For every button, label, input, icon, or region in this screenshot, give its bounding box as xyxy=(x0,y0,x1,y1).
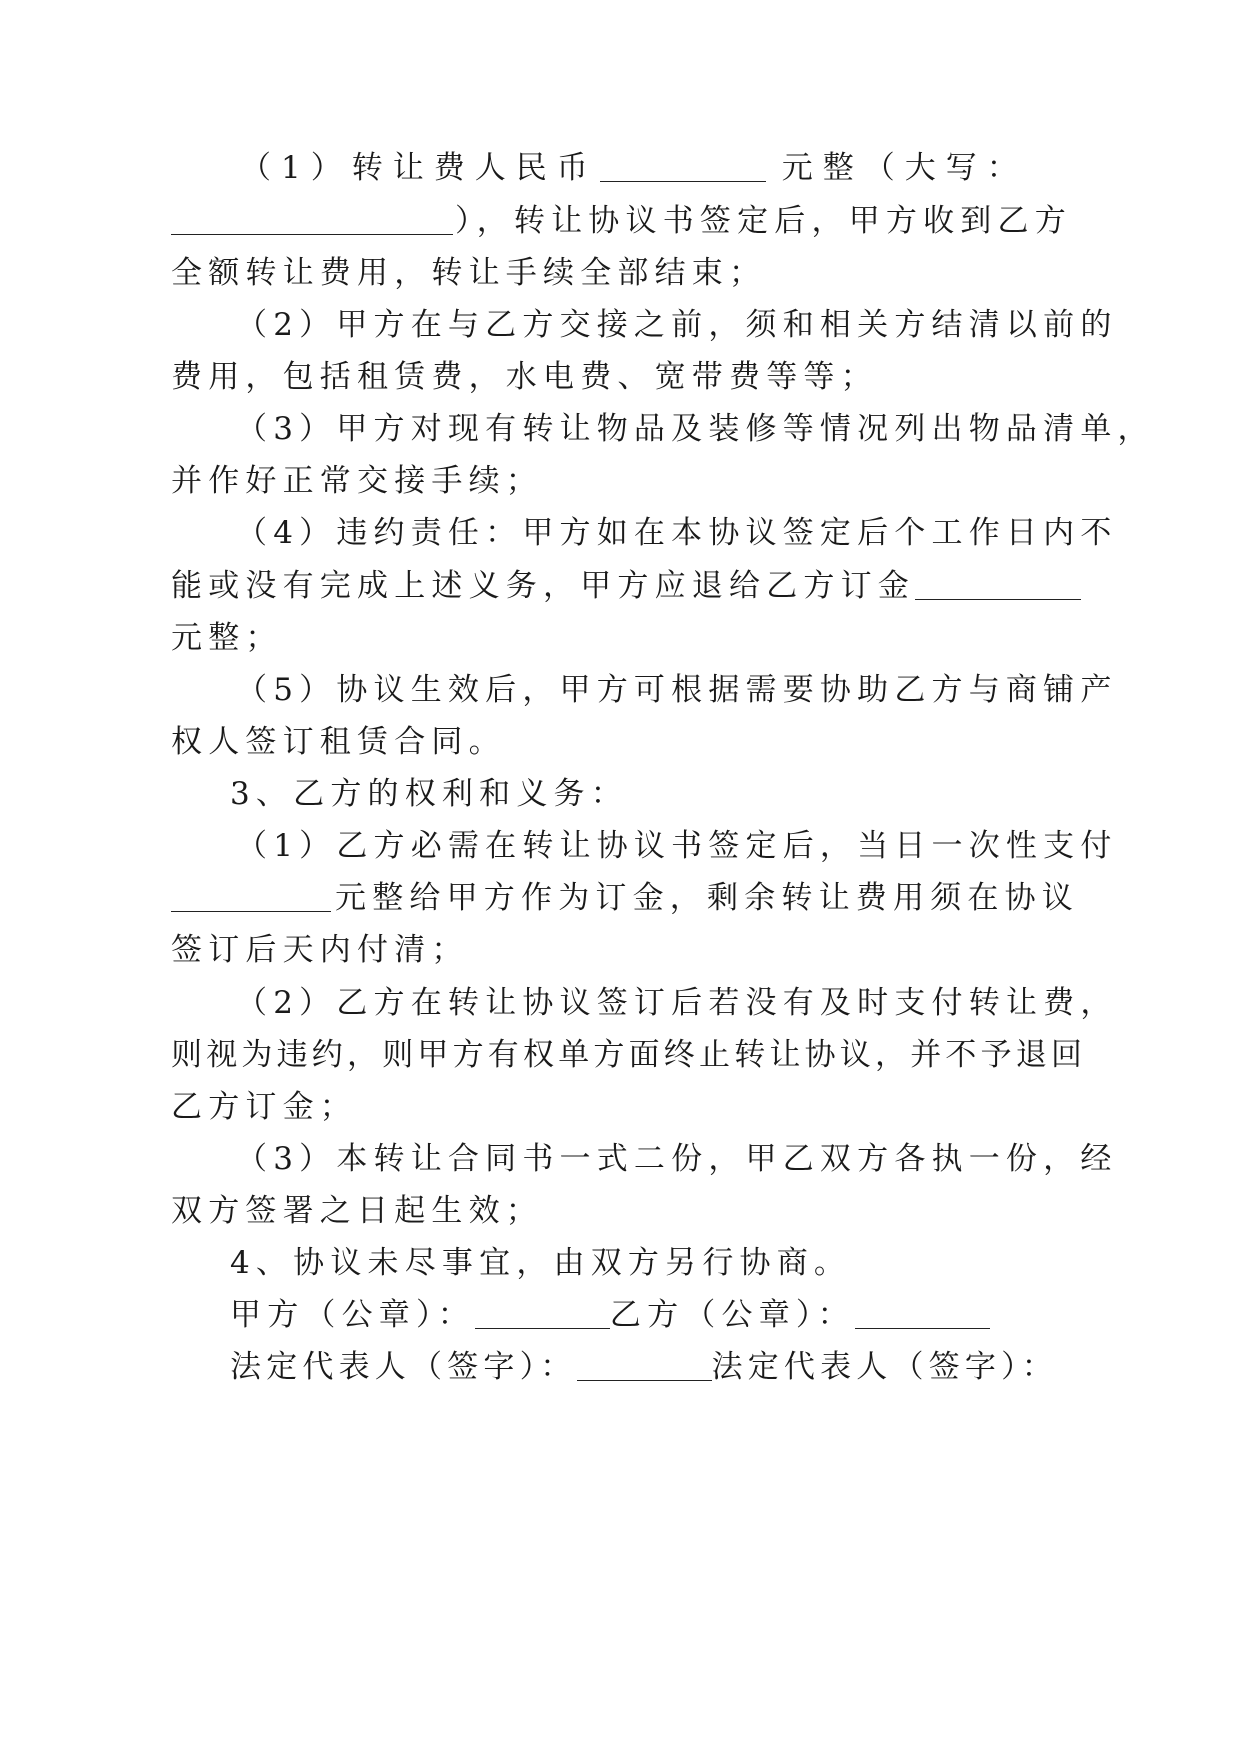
blank-field xyxy=(577,1344,712,1381)
doc-text: （2）乙方在转让协议签订后若没有及时支付转让费， xyxy=(236,985,1118,1021)
doc-text: （1）转让费人民币 xyxy=(240,150,598,186)
doc-text: 并作好正常交接手续； xyxy=(171,463,543,499)
doc-text: （3）甲方对现有转让物品及装修等情况列出物品清单， xyxy=(236,411,1155,447)
doc-text: （5）协议生效后，甲方可根据需要协助乙方与商铺产 xyxy=(236,672,1118,708)
doc-line xyxy=(171,348,1241,406)
blank-field xyxy=(915,563,1081,600)
doc-text: （1）乙方必需在转让协议书签定后，当日一次性支付 xyxy=(236,828,1118,864)
doc-line xyxy=(171,713,1241,771)
doc-text: 元整（大写： xyxy=(781,150,1028,186)
doc-text: （3）本转让合同书一式二份，甲乙双方各执一份，经 xyxy=(236,1141,1118,1177)
doc-line xyxy=(236,661,1241,719)
party-b-representative-label: 法定代表人（签字）： xyxy=(711,1349,1058,1385)
doc-line xyxy=(236,817,1241,875)
doc-text: 元整； xyxy=(171,620,283,656)
party-b-seal-label: 乙方（公章）： xyxy=(609,1297,855,1333)
doc-line xyxy=(171,557,1241,615)
party-a-seal-label: 甲方（公章）： xyxy=(230,1297,475,1333)
doc-line xyxy=(236,504,1241,562)
blank-field xyxy=(171,875,331,912)
doc-text: 则视为违约，则甲方有权单方面终止转让协议，并不予退回 xyxy=(171,1037,1087,1073)
doc-text: 能或没有完成上述义务，甲方应退给乙方订金 xyxy=(171,568,915,604)
doc-line xyxy=(171,869,1241,927)
blank-field xyxy=(600,145,766,182)
signature-line-representative xyxy=(230,1338,1241,1396)
doc-line xyxy=(240,139,1240,197)
doc-line xyxy=(171,1182,1241,1240)
doc-line xyxy=(230,1234,1241,1292)
doc-line xyxy=(236,296,1241,354)
doc-line xyxy=(236,400,1241,458)
doc-line xyxy=(171,1026,1241,1084)
doc-text: （2）甲方在与乙方交接之前，须和相关方结清以前的 xyxy=(236,307,1118,343)
signature-line-seal xyxy=(230,1286,1241,1344)
doc-line xyxy=(171,244,1241,302)
doc-line xyxy=(171,921,1241,979)
doc-text: ），转让协议书签定后，甲方收到乙方 xyxy=(455,203,1072,239)
doc-text: 费用，包括租赁费，水电费、宽带费等等； xyxy=(171,359,878,395)
blank-field xyxy=(855,1292,990,1329)
doc-text: 双方签署之日起生效； xyxy=(171,1193,543,1229)
doc-line xyxy=(236,974,1241,1032)
doc-text: 权人签订租赁合同。 xyxy=(171,724,506,760)
doc-line xyxy=(171,609,1241,667)
doc-text: 签订后天内付清； xyxy=(171,932,469,968)
doc-text: 4、协议未尽事宜，由双方另行协商。 xyxy=(230,1245,852,1281)
blank-field xyxy=(475,1292,610,1329)
doc-text: 乙方订金； xyxy=(171,1089,357,1125)
doc-line xyxy=(236,1130,1241,1188)
doc-line xyxy=(230,765,1241,823)
blank-field xyxy=(171,198,453,235)
doc-text: 3、乙方的权利和义务： xyxy=(230,776,628,812)
doc-line xyxy=(171,192,1241,250)
doc-text: （4）违约责任：甲方如在本协议签定后个工作日内不 xyxy=(236,515,1118,551)
doc-text: 全额转让费用，转让手续全部结束； xyxy=(171,255,767,291)
doc-line xyxy=(171,452,1241,510)
doc-line xyxy=(171,1078,1241,1136)
party-a-representative-label: 法定代表人（签字）： xyxy=(230,1349,577,1385)
doc-text: 元整给甲方作为订金，剩余转让费用须在协议 xyxy=(335,880,1079,916)
